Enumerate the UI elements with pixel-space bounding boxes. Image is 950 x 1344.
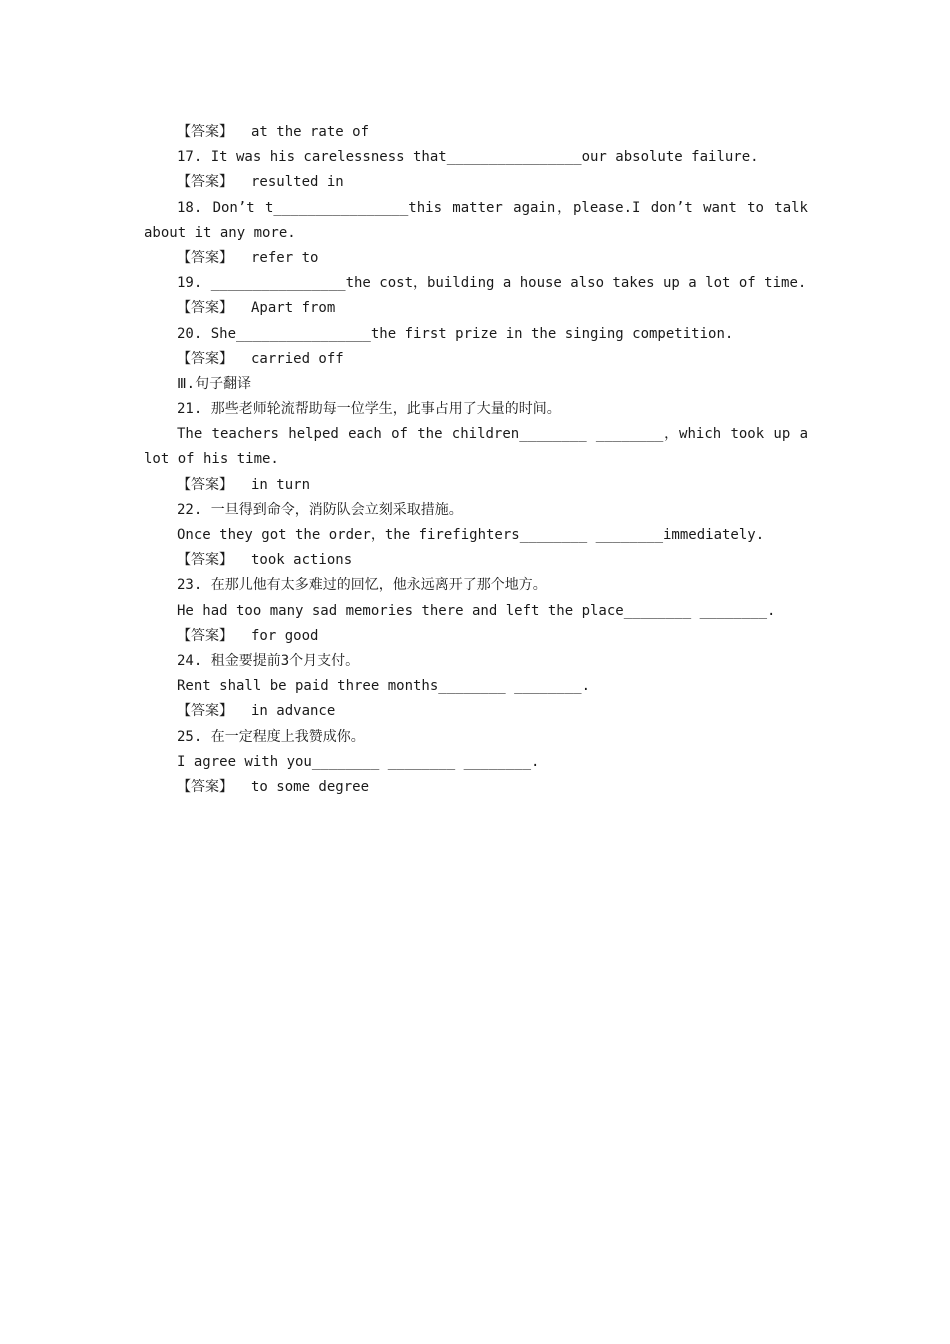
answer-line <box>144 347 808 372</box>
answer-tag: 【答案】 <box>177 552 233 569</box>
answer-text: resulted in <box>251 174 344 191</box>
question-18-text: 18. Don’t t________________this matter again，please.I don’t want to talk about it any more. <box>144 199 808 241</box>
answer-line <box>144 473 808 498</box>
answer-tag: 【答案】 <box>177 300 233 317</box>
answer-line <box>144 120 808 145</box>
answer-text: Apart from <box>251 300 336 317</box>
question-23-english: He had too many sad memories there and left the place________ ________. <box>177 602 776 619</box>
answer-tag: 【答案】 <box>177 476 233 493</box>
answer-text: to some degree <box>251 778 370 795</box>
answer-text: took actions <box>251 552 353 569</box>
question-24-chinese: 24. 租金要提前3个月支付。 <box>177 653 360 669</box>
answer-tag: 【答案】 <box>177 350 233 367</box>
answer-line <box>144 296 808 321</box>
answer-text: for good <box>251 627 319 644</box>
question-25-english: I agree with you________ ________ ________. <box>177 753 540 770</box>
question-20: 20. She________________the first prize in the singing competition. <box>177 325 734 342</box>
answer-line <box>144 775 808 800</box>
question-19: 19. ________________the cost，building a house also takes up a lot of time. <box>177 275 807 292</box>
answer-tag: 【答案】 <box>177 627 233 644</box>
section-heading: Ⅲ.句子翻译 <box>177 375 252 392</box>
question-25-chinese: 25. 在一定程度上我赞成你。 <box>177 728 365 745</box>
answer-tag: 【答案】 <box>177 124 233 140</box>
question-22-english: Once they got the order，the firefighters________ ________immediately. <box>177 527 765 544</box>
question-21-chinese: 21. 那些老师轮流帮助每一位学生，此事占用了大量的时间。 <box>177 401 561 418</box>
question-21-english-text: The teachers helped each of the children________ ________，which took up a lot of his time. <box>144 426 808 468</box>
question-22-chinese: 22. 一旦得到命令，消防队会立刻采取措施。 <box>177 501 463 518</box>
answer-line <box>144 548 808 573</box>
answer-tag: 【答案】 <box>177 703 233 720</box>
document-page <box>144 120 808 800</box>
question-23-chinese: 23. 在那儿他有太多难过的回忆，他永远离开了那个地方。 <box>177 577 547 594</box>
answer-text: in advance <box>251 703 336 720</box>
answer-tag: 【答案】 <box>177 778 233 795</box>
question-21-english <box>144 422 808 472</box>
question-24-english: Rent shall be paid three months________ ________. <box>177 678 591 695</box>
answer-line <box>144 246 808 271</box>
answer-line <box>144 624 808 649</box>
answer-tag: 【答案】 <box>177 249 233 266</box>
question-18 <box>144 196 808 246</box>
answer-tag: 【答案】 <box>177 174 233 191</box>
answer-line <box>144 170 808 195</box>
answer-text: in turn <box>251 476 311 493</box>
answer-text: at the rate of <box>251 124 370 140</box>
answer-line <box>144 699 808 724</box>
answer-text: carried off <box>251 350 344 367</box>
question-17: 17. It was his carelessness that________________our absolute failure. <box>177 149 759 166</box>
answer-text: refer to <box>251 249 319 266</box>
